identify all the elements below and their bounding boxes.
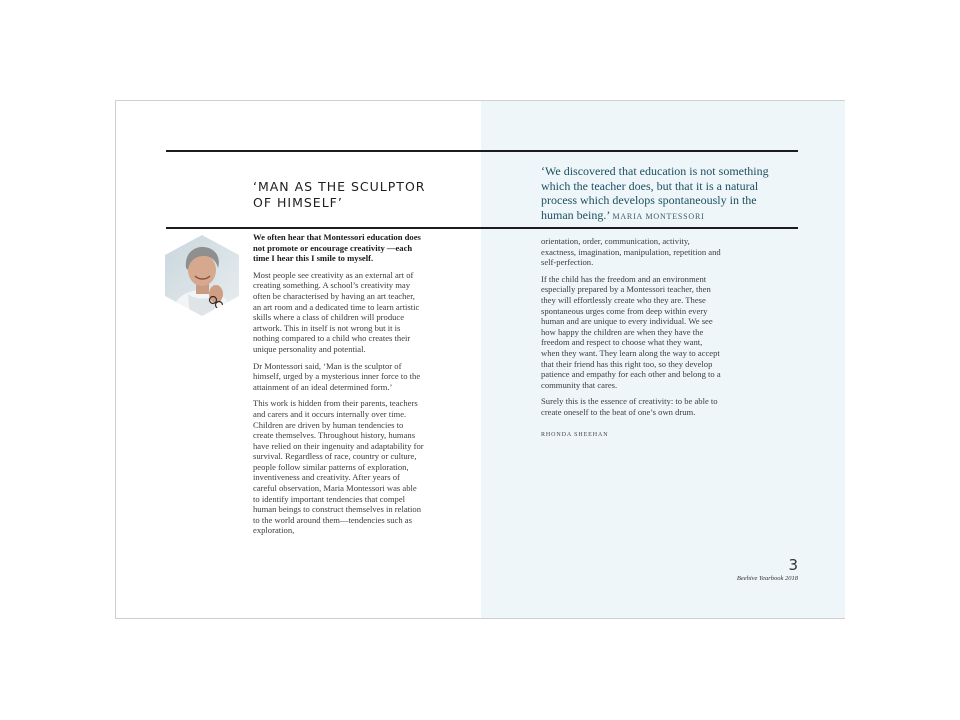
body-paragraph: orientation, order, communication, activity, exactness, imagination, manipulation, repetition and self-perfection. <box>541 236 721 268</box>
pullquote-attribution: MARIA MONTESSORI <box>612 211 705 221</box>
article-title <box>253 179 453 211</box>
right-text-column <box>541 236 723 446</box>
left-text-column <box>253 232 425 542</box>
author-byline: RHONDA SHEEHAN <box>541 431 609 438</box>
body-paragraph: Most people see creativity as an external art of creating something. A school’s creativity may often be characterised by having an art teacher, an art room and a dedicated time to learn artistic skills where a class of children will produce artwork. This in itself is not wrong but it is nothing compared to a child who creates their unique personality and potential. <box>253 269 420 354</box>
body-paragraph: Surely this is the essence of creativity: to be able to create oneself to the beat of one’s own drum. <box>541 396 718 417</box>
body-paragraph: This work is hidden from their parents, teachers and carers and it occurs internally over time. Children are driven by human tendencies to create themselves. Throughout history, humans have relied on their ingenuity and adaptability for survival. Regardless of race, country or culture, people follow similar patterns of exploration, inventiveness and creativity. After years of careful observation, Maria Montessori was able to identify important tendencies that compel human beings to construct themselves in relation to the world around them—tendencies such as exploration, <box>253 398 424 536</box>
yearbook-page <box>115 100 845 619</box>
intro-paragraph: We often hear that Montessori education does not promote or encourage creativity —each time I hear this I smile to myself. <box>253 232 421 264</box>
author-portrait-icon <box>164 234 240 317</box>
body-paragraph: If the child has the freedom and an environment especially prepared by a Montessori teacher, then they will effortlessly create who they are. These spontaneous urges come from deep within every human and are unique to every individual. We see how happy the children are when they have the freedom and respect to choose what they want, when they want. They learn along the way to accept that their friend has this right too, so they develop patience and empathy for each other and belong to a community that cares. <box>541 273 721 390</box>
body-paragraph: Dr Montessori said, ‘Man is the sculptor of himself, urged by a mysterious inner force to the attainment of an ideal determined form.’ <box>253 360 421 392</box>
article-title-line-1: ‘MAN AS THE SCULPTOR <box>253 179 426 194</box>
pullquote-text: ‘We discovered that education is not something which the teacher does, but that it is a natural process which develops spontaneously in the human being.’ <box>541 164 769 222</box>
publication-footer: Beehive Yearbook 2018 <box>736 575 798 582</box>
article-title-line-2: OF HIMSELF’ <box>253 195 343 210</box>
page-number: 3 <box>788 556 798 574</box>
top-rule <box>166 150 798 152</box>
header-bottom-rule <box>166 227 798 229</box>
pullquote <box>541 164 791 224</box>
